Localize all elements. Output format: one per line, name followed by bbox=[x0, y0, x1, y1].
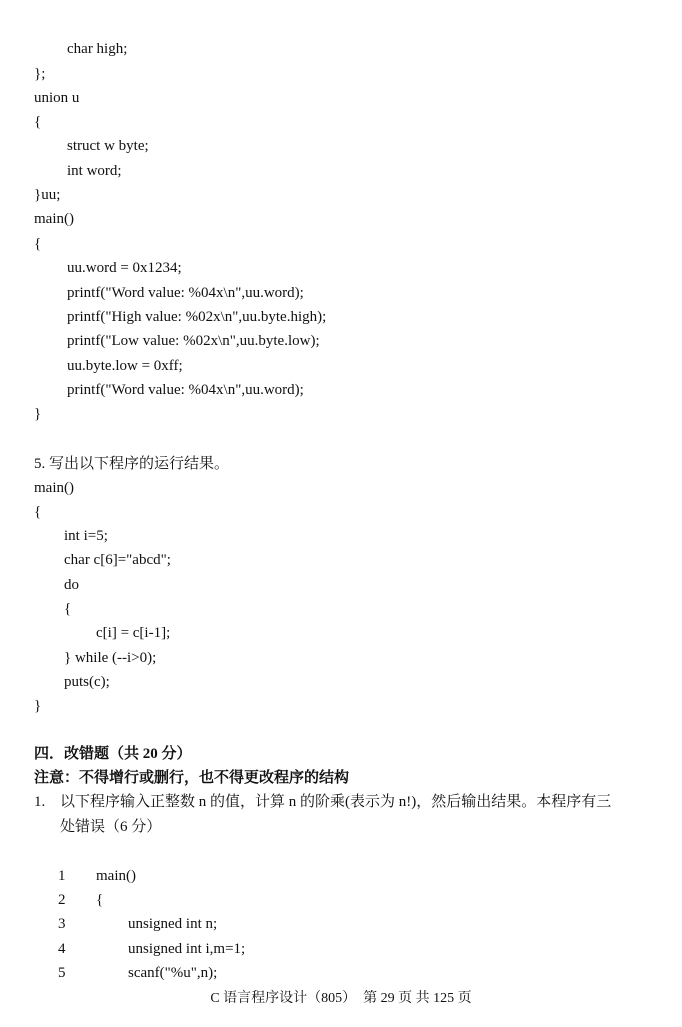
code-line: } while (--i>0); bbox=[64, 650, 157, 666]
line-number: 4 bbox=[58, 941, 66, 957]
question-text: 以下程序输入正整数 n 的值，计算 n 的阶乘(表示为 n!)，然后输出结果。本程序有三 bbox=[60, 794, 612, 810]
code-line: uu.byte.low = 0xff; bbox=[67, 358, 183, 374]
question-number: 1. bbox=[34, 794, 46, 810]
line-number: 3 bbox=[58, 916, 66, 932]
code-line: printf("Word value: %04x\n",uu.word); bbox=[67, 382, 304, 398]
question-5-title: 5. 写出以下程序的运行结果。 bbox=[34, 456, 230, 472]
code-line: main() bbox=[34, 480, 74, 496]
code-line: }uu; bbox=[34, 187, 61, 203]
code-line: { bbox=[64, 601, 72, 617]
code-line: { bbox=[34, 114, 42, 130]
code-line: c[i] = c[i-1]; bbox=[96, 625, 171, 641]
code-line: uu.word = 0x1234; bbox=[67, 260, 182, 276]
question-text: 处错误（6 分） bbox=[60, 819, 162, 835]
section-heading: 四．改错题（共 20 分） bbox=[34, 746, 192, 762]
code-line: union u bbox=[34, 90, 80, 106]
code-line: struct w byte; bbox=[67, 138, 149, 154]
line-number: 1 bbox=[58, 868, 66, 884]
code-line: { bbox=[34, 504, 42, 520]
line-number: 2 bbox=[58, 892, 66, 908]
code-line: puts(c); bbox=[64, 674, 110, 690]
page-footer: C 语言程序设计（805） 第 29 页 共 125 页 bbox=[210, 991, 472, 1006]
line-number: 5 bbox=[58, 965, 66, 981]
code-line: do bbox=[64, 577, 79, 593]
code-line: } bbox=[34, 698, 42, 714]
code-line: printf("High value: %02x\n",uu.byte.high); bbox=[67, 309, 327, 325]
code-line: int i=5; bbox=[64, 528, 108, 544]
code-line: }; bbox=[34, 66, 46, 82]
code-line: printf("Word value: %04x\n",uu.word); bbox=[67, 285, 304, 301]
code-line: main() bbox=[96, 868, 136, 884]
code-line: int word; bbox=[67, 163, 122, 179]
code-line: unsigned int i,m=1; bbox=[128, 941, 246, 957]
code-line: { bbox=[34, 236, 42, 252]
code-line: char c[6]="abcd"; bbox=[64, 552, 171, 568]
section-note: 注意：不得增行或删行，也不得更改程序的结构 bbox=[34, 770, 350, 786]
code-line: scanf("%u",n); bbox=[128, 965, 218, 981]
code-line: } bbox=[34, 406, 42, 422]
code-line: { bbox=[96, 892, 104, 908]
code-line: unsigned int n; bbox=[128, 916, 218, 932]
code-line: char high; bbox=[67, 41, 128, 57]
code-line: printf("Low value: %02x\n",uu.byte.low); bbox=[67, 333, 320, 349]
code-line: main() bbox=[34, 211, 74, 227]
